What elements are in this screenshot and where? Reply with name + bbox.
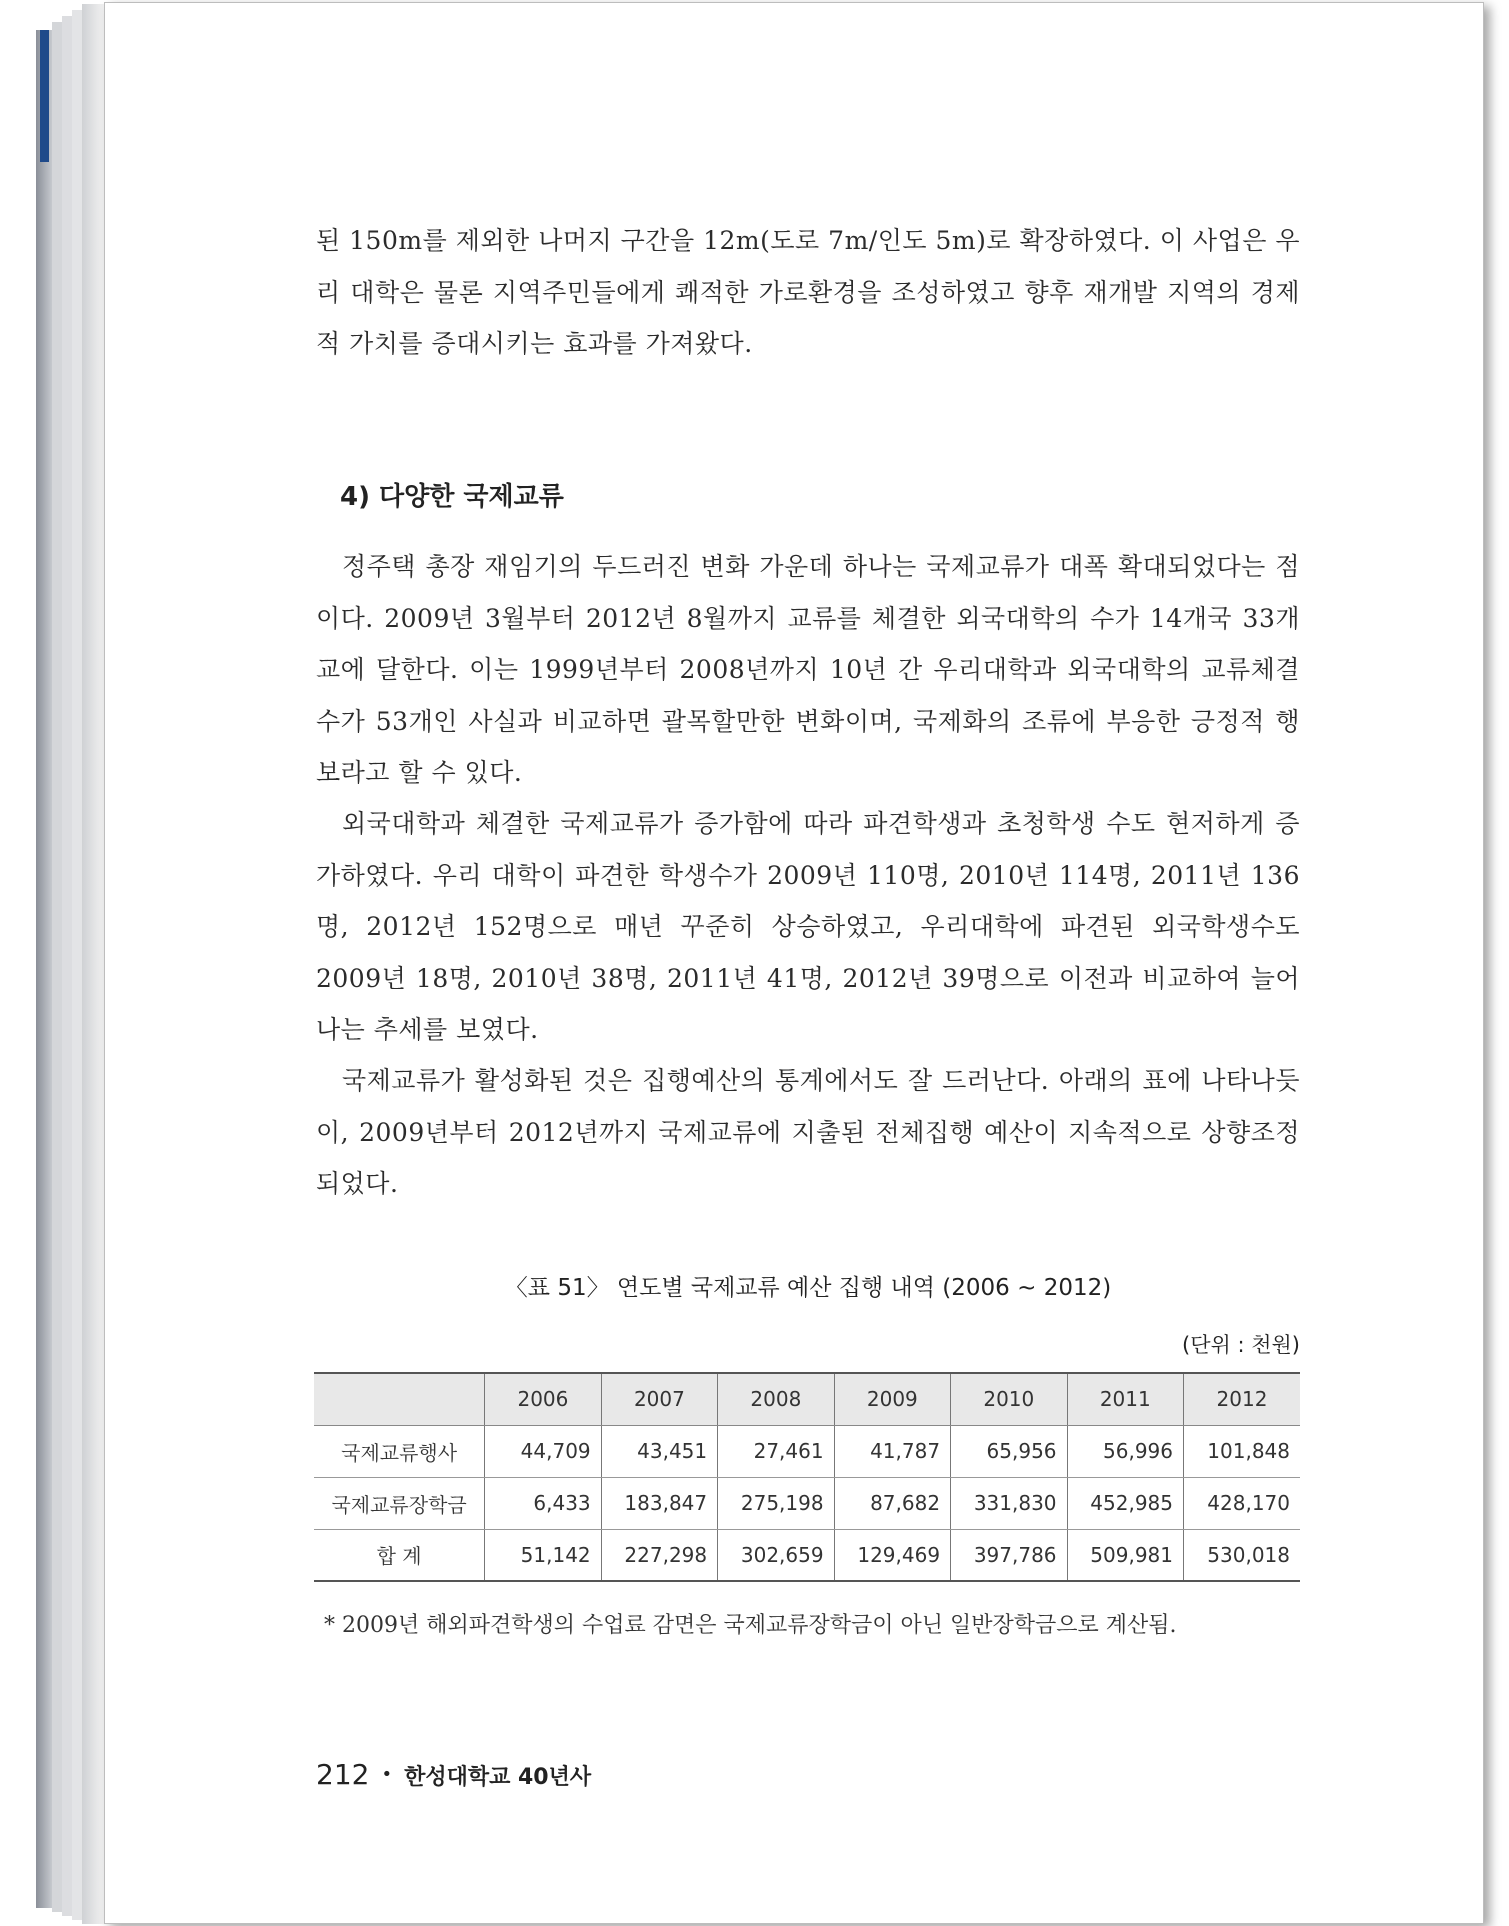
table-header-year: 2009 xyxy=(834,1373,950,1425)
table-cell: 43,451 xyxy=(601,1425,717,1477)
table-header-year: 2006 xyxy=(485,1373,601,1425)
table-cell: 397,786 xyxy=(951,1529,1067,1581)
paragraph-exchange-intro: 정주택 총장 재임기의 두드러진 변화 가운데 하나는 국제교류가 대폭 확대되었다는 점이다. 2009년 3월부터 2012년 8월까지 교류를 체결한 외국대학의 수가 14개국 33개교에 달한다. 이는 1999년부터 2008년까지 10년 간 우리대학과 외국대학의 교류체결 수가 53개인 사실과 비교하면 괄목할만한 변화이며, 국제화의 조류에 부응한 긍정적 행보라고 할 수 있다. xyxy=(316,552,1300,787)
table-cell: 275,198 xyxy=(718,1477,834,1529)
page-stack-edge xyxy=(82,4,105,1924)
table-cell: 65,956 xyxy=(951,1425,1067,1477)
table-cell: 56,996 xyxy=(1067,1425,1183,1477)
page-number: 212 xyxy=(316,1758,370,1791)
table-cell: 452,985 xyxy=(1067,1477,1183,1529)
table-header-year: 2007 xyxy=(601,1373,717,1425)
table-header-row xyxy=(314,1373,1300,1425)
paragraph-students: 외국대학과 체결한 국제교류가 증가함에 따라 파견학생과 초청학생 수도 현저하게 증가하였다. 우리 대학이 파견한 학생수가 2009년 110명, 2010년 114명, 2011년 136명, 2012년 152명으로 매년 꾸준히 상승하였고, 우리대학에 파견된 외국학생수도 2009년 18명, 2010년 38명, 2011년 41명, 2012년 39명으로 이전과 비교하여 늘어나는 추세를 보였다. xyxy=(316,809,1300,1044)
table-cell: 6,433 xyxy=(485,1477,601,1529)
table-header-year: 2008 xyxy=(718,1373,834,1425)
table-cell: 428,170 xyxy=(1184,1477,1301,1529)
table-cell: 44,709 xyxy=(485,1425,601,1477)
table-cell: 87,682 xyxy=(834,1477,950,1529)
budget-table xyxy=(314,1372,1300,1582)
book-spine-accent xyxy=(40,30,49,162)
table-cell: 331,830 xyxy=(951,1477,1067,1529)
paragraph-budget: 국제교류가 활성화된 것은 집행예산의 통계에서도 잘 드러난다. 아래의 표에 나타나듯이, 2009년부터 2012년까지 국제교류에 지출된 전체집행 예산이 지속적으로 상향조정되었다. xyxy=(316,1066,1300,1198)
book-edge xyxy=(36,30,53,1908)
table-unit: (단위 : 천원) xyxy=(1182,1333,1300,1357)
table-header-year: 2011 xyxy=(1067,1373,1183,1425)
table-cell: 41,787 xyxy=(834,1425,950,1477)
section-heading: 4) 다양한 국제교류 xyxy=(340,482,564,512)
table-cell: 530,018 xyxy=(1207,1542,1290,1567)
table-cell: 129,469 xyxy=(834,1529,950,1581)
page-footer xyxy=(316,1758,591,1791)
table-row xyxy=(314,1425,1300,1477)
table-cell: 51,142 xyxy=(485,1529,601,1581)
paragraph-continued: 된 150m를 제외한 나머지 구간을 12m(도로 7m/인도 5m)로 확장하였다. 이 사업은 우리 대학은 물론 지역주민들에게 쾌적한 가로환경을 조성하였고 향후 재개발 지역의 경제적 가치를 증대시키는 효과를 가져왔다. xyxy=(316,226,1300,358)
table-cell: 302,659 xyxy=(718,1529,834,1581)
table-cell: 183,847 xyxy=(601,1477,717,1529)
table-row xyxy=(314,1477,1300,1529)
table-cell: 227,298 xyxy=(601,1529,717,1581)
table-cell: 509,981 xyxy=(1067,1529,1183,1581)
table-footnote: * 2009년 해외파견학생의 수업료 감면은 국제교류장학금이 아닌 일반장학금으로 계산됨. xyxy=(324,1613,1177,1638)
table-header-year: 2010 xyxy=(951,1373,1067,1425)
table-cell: 101,848 xyxy=(1184,1425,1301,1477)
row-label: 합 계 xyxy=(314,1529,485,1581)
table-cell: 27,461 xyxy=(718,1425,834,1477)
row-label: 국제교류장학금 xyxy=(314,1477,485,1529)
table-header-year: 2012 xyxy=(1184,1373,1301,1425)
table-row-total xyxy=(314,1529,1300,1581)
table-header-corner xyxy=(314,1373,485,1425)
table-caption: 〈표 51〉 연도별 국제교류 예산 집행 내역 (2006 ~ 2012) xyxy=(504,1275,1112,1301)
footer-separator: • xyxy=(381,1764,393,1785)
book-title: 한성대학교 40년사 xyxy=(404,1765,592,1790)
row-label: 국제교류행사 xyxy=(314,1425,485,1477)
